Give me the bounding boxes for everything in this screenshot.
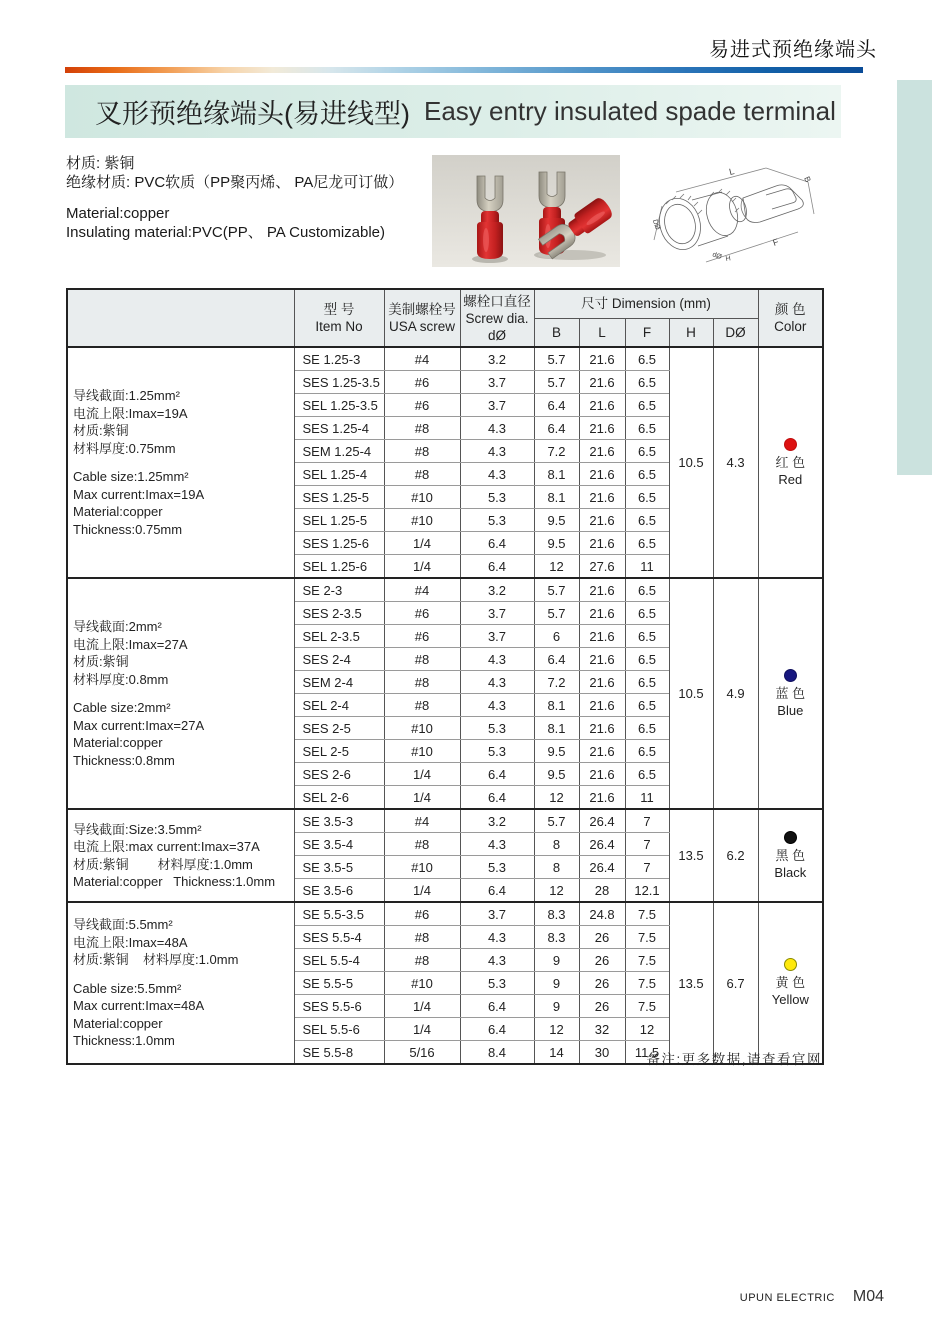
cell-dim-f: 6.5 [625, 371, 669, 394]
cell-dim-l: 28 [579, 879, 625, 903]
cell-item-no: SE 1.25-3 [294, 347, 384, 371]
cell-item-no: SEL 1.25-3.5 [294, 394, 384, 417]
cell-dim-l: 21.6 [579, 486, 625, 509]
cell-usa-screw: 1/4 [384, 555, 460, 579]
cell-dim-f: 6.5 [625, 463, 669, 486]
cell-dim-l: 21.6 [579, 740, 625, 763]
side-tab-strip [897, 80, 932, 475]
cell-item-no: SES 5.5-6 [294, 995, 384, 1018]
cell-dim-l: 21.6 [579, 371, 625, 394]
cell-dim-f: 6.5 [625, 763, 669, 786]
cell-dim-f: 6.5 [625, 717, 669, 740]
col-header-dim-l: L [579, 318, 625, 347]
cell-dim-f: 6.5 [625, 486, 669, 509]
cell-usa-screw: #6 [384, 902, 460, 926]
cell-dim-l: 21.6 [579, 509, 625, 532]
cell-dim-f: 6.5 [625, 578, 669, 602]
cell-screw-dia: 4.3 [460, 694, 534, 717]
cell-usa-screw: #8 [384, 694, 460, 717]
table-row [67, 902, 823, 926]
spec-line: 材质:紫铜 材料厚度:1.0mm [73, 952, 239, 968]
spec-table-body [67, 347, 823, 1064]
cell-usa-screw: #8 [384, 833, 460, 856]
color-name-cn: 蓝 色 [775, 685, 806, 701]
cell-item-no: SE 5.5-5 [294, 972, 384, 995]
cell-usa-screw: 1/4 [384, 1018, 460, 1041]
cell-color-merged [758, 809, 823, 902]
cell-item-no: SE 3.5-4 [294, 833, 384, 856]
col-header-dim-b: B [534, 318, 579, 347]
cell-screw-dia: 3.2 [460, 809, 534, 833]
cell-item-no: SES 1.25-6 [294, 532, 384, 555]
cell-dim-f: 7 [625, 833, 669, 856]
cell-screw-dia: 3.2 [460, 578, 534, 602]
cell-item-no: SE 3.5-6 [294, 879, 384, 903]
cell-item-no: SEM 1.25-4 [294, 440, 384, 463]
cell-item-no: SEL 2-3.5 [294, 625, 384, 648]
cell-item-no: SES 2-5 [294, 717, 384, 740]
cell-item-no: SEL 1.25-4 [294, 463, 384, 486]
cell-dim-f: 6.5 [625, 740, 669, 763]
cell-item-no: SEL 2-6 [294, 786, 384, 810]
cell-dim-f: 12 [625, 1018, 669, 1041]
spec-line: 导线截面:5.5mm² [73, 917, 173, 933]
cell-dim-b: 8.1 [534, 694, 579, 717]
color-name-en: Red [778, 471, 803, 487]
cell-dim-b: 5.7 [534, 809, 579, 833]
color-swatch-dot [784, 831, 797, 844]
cell-item-no: SES 2-3.5 [294, 602, 384, 625]
cell-screw-dia: 4.3 [460, 463, 534, 486]
cell-screw-dia: 4.3 [460, 833, 534, 856]
col-header-screw-dia-sym: dØ [487, 327, 506, 343]
cell-dim-f: 6.5 [625, 347, 669, 371]
dim-label-DO: DØ [650, 218, 661, 231]
footer-company-name: UPUN ELECTRIC [739, 1292, 835, 1304]
cell-usa-screw: 1/4 [384, 763, 460, 786]
cell-item-no: SES 2-4 [294, 648, 384, 671]
cell-usa-screw: #10 [384, 717, 460, 740]
material-line: Insulating material:PVC(PP、 PA Customizable) [66, 224, 386, 241]
cell-dim-l: 21.6 [579, 717, 625, 740]
spec-line: Material:copper Thickness:1.0mm [73, 874, 276, 889]
cell-screw-dia: 3.2 [460, 347, 534, 371]
material-line: 绝缘材质: PVC软质（PP聚丙烯、 PA尼龙可订做） [66, 174, 404, 191]
cell-dim-l: 21.6 [579, 671, 625, 694]
cell-dim-b: 8 [534, 833, 579, 856]
spec-line: Material:copper [73, 735, 163, 750]
cell-screw-dia: 5.3 [460, 717, 534, 740]
cell-dim-b: 9 [534, 949, 579, 972]
spec-line: Thickness:0.75mm [73, 521, 183, 537]
product-photo [432, 155, 620, 267]
spec-line: Max current:Imax=27A [73, 717, 205, 733]
col-header-screw-dia-en: Screw dia. [465, 310, 529, 326]
cell-dim-do-merged: 6.2 [713, 809, 758, 902]
spec-line [73, 457, 294, 468]
cell-dim-b: 8 [534, 856, 579, 879]
cell-dim-b: 7.2 [534, 440, 579, 463]
cell-dim-l: 21.6 [579, 602, 625, 625]
cell-dim-b: 8.3 [534, 902, 579, 926]
cell-dim-b: 9.5 [534, 532, 579, 555]
cell-item-no: SES 1.25-5 [294, 486, 384, 509]
cell-usa-screw: 5/16 [384, 1041, 460, 1065]
cell-dim-b: 6.4 [534, 648, 579, 671]
cell-usa-screw: #10 [384, 856, 460, 879]
cell-usa-screw: #6 [384, 394, 460, 417]
cell-dim-l: 21.6 [579, 625, 625, 648]
cell-dim-f: 6.5 [625, 532, 669, 555]
spec-line [73, 688, 294, 699]
page-title-cn: 叉形预绝缘端头(易进线型) [95, 99, 410, 129]
cell-dim-f: 7.5 [625, 949, 669, 972]
cell-screw-dia: 3.7 [460, 394, 534, 417]
cell-color-merged [758, 902, 823, 1064]
cell-screw-dia: 6.4 [460, 763, 534, 786]
cell-dim-f: 6.5 [625, 602, 669, 625]
cell-usa-screw: #8 [384, 417, 460, 440]
cell-dim-b: 12 [534, 879, 579, 903]
cell-usa-screw: #6 [384, 625, 460, 648]
color-swatch-dot [784, 958, 797, 971]
cell-dim-l: 21.6 [579, 347, 625, 371]
cell-screw-dia: 5.3 [460, 972, 534, 995]
spec-line: Max current:Imax=48A [73, 998, 205, 1014]
cell-screw-dia: 5.3 [460, 856, 534, 879]
spec-line: 材料厚度:0.75mm [73, 440, 176, 456]
color-name-cn: 黑 色 [775, 847, 806, 863]
cell-item-no: SE 3.5-5 [294, 856, 384, 879]
cell-screw-dia: 3.7 [460, 602, 534, 625]
cell-usa-screw: #8 [384, 949, 460, 972]
spec-line: Thickness:1.0mm [73, 1033, 175, 1049]
cell-screw-dia: 6.4 [460, 555, 534, 579]
cell-item-no: SEL 5.5-4 [294, 949, 384, 972]
cell-dim-b: 12 [534, 555, 579, 579]
col-header-color-cn: 颜 色 [774, 302, 806, 317]
cell-dim-l: 26 [579, 995, 625, 1018]
cell-dim-l: 21.6 [579, 648, 625, 671]
spec-line: 导线截面:2mm² [73, 619, 162, 634]
cell-usa-screw: #8 [384, 463, 460, 486]
cell-item-no: SE 5.5-3.5 [294, 902, 384, 926]
cell-dim-do-merged: 4.9 [713, 578, 758, 809]
col-header-color-en: Color [774, 319, 807, 334]
col-header-dim-f: F [625, 318, 669, 347]
color-name-cn: 红 色 [775, 454, 806, 470]
cell-screw-dia: 6.4 [460, 786, 534, 810]
cell-screw-dia: 5.3 [460, 486, 534, 509]
cell-dim-f: 7.5 [625, 972, 669, 995]
cell-dim-b: 14 [534, 1041, 579, 1065]
cell-item-no: SE 3.5-3 [294, 809, 384, 833]
cell-color-merged [758, 347, 823, 578]
spec-line: 电流上限:Imax=19A [73, 405, 188, 421]
color-name-cn: 黄 色 [775, 975, 806, 990]
cell-usa-screw: #8 [384, 671, 460, 694]
cell-item-no: SEL 2-4 [294, 694, 384, 717]
cell-dim-l: 21.6 [579, 394, 625, 417]
spec-line: 材质:紫铜 [73, 654, 129, 669]
col-header-specs-empty [67, 289, 294, 347]
cell-dim-l: 21.6 [579, 694, 625, 717]
color-swatch-dot [784, 669, 797, 682]
cell-dim-b: 6.4 [534, 417, 579, 440]
color-name-en: Black [774, 864, 807, 880]
cell-dim-l: 32 [579, 1018, 625, 1041]
spec-line: 材料厚度:0.8mm [73, 671, 169, 687]
cell-item-no: SEL 2-5 [294, 740, 384, 763]
col-header-item-no-en: Item No [315, 319, 363, 334]
col-header-dim-do: DØ [713, 318, 758, 347]
cell-usa-screw: #4 [384, 578, 460, 602]
cell-dim-f: 7 [625, 856, 669, 879]
cell-dim-b: 7.2 [534, 671, 579, 694]
cell-dim-b: 9 [534, 972, 579, 995]
cell-usa-screw: #8 [384, 926, 460, 949]
cell-dim-b: 8.1 [534, 717, 579, 740]
spec-line: Material:copper [73, 504, 163, 519]
cell-dim-b: 9.5 [534, 763, 579, 786]
cell-dim-f: 11.5 [625, 1041, 669, 1065]
cell-dim-do-merged: 4.3 [713, 347, 758, 578]
cell-dim-h-merged: 10.5 [669, 347, 713, 578]
technical-drawing [648, 162, 816, 265]
dim-label-B: B [802, 175, 813, 184]
col-header-usa-screw-cn: 美制螺栓号 [388, 302, 456, 317]
cell-dim-b: 12 [534, 1018, 579, 1041]
cell-dim-f: 7 [625, 809, 669, 833]
table-row [67, 578, 823, 602]
cell-dim-l: 21.6 [579, 440, 625, 463]
cell-dim-l: 21.6 [579, 786, 625, 810]
cell-usa-screw: #6 [384, 602, 460, 625]
dim-label-F: F [771, 236, 780, 248]
color-swatch-dot [784, 438, 797, 451]
table-footnote: 备注:更多数据,请查看官网 [646, 1052, 822, 1067]
cell-screw-dia: 8.4 [460, 1041, 534, 1065]
cell-dim-f: 6.5 [625, 625, 669, 648]
cell-screw-dia: 4.3 [460, 417, 534, 440]
cell-item-no: SES 1.25-4 [294, 417, 384, 440]
cell-dim-l: 26 [579, 949, 625, 972]
cell-usa-screw: #10 [384, 486, 460, 509]
page-title-en: Easy entry insulated spade terminal [423, 96, 836, 126]
spec-line: Material:copper [73, 1015, 163, 1031]
col-header-color [758, 289, 823, 347]
cell-screw-dia: 6.4 [460, 995, 534, 1018]
cell-screw-dia: 5.3 [460, 509, 534, 532]
cell-dim-f: 12.1 [625, 879, 669, 903]
cell-usa-screw: #10 [384, 740, 460, 763]
materials-block [66, 154, 403, 242]
col-header-item-no-cn: 型 号 [323, 302, 355, 317]
cell-usa-screw: #4 [384, 347, 460, 371]
cell-usa-screw: 1/4 [384, 995, 460, 1018]
cell-item-no: SES 1.25-3.5 [294, 371, 384, 394]
cell-dim-h-merged: 10.5 [669, 578, 713, 809]
spec-line: Cable size:1.25mm² [73, 469, 189, 484]
dim-label-L: L [728, 166, 736, 177]
spec-line: Cable size:2mm² [73, 700, 171, 715]
cell-item-no: SE 2-3 [294, 578, 384, 602]
cell-usa-screw: 1/4 [384, 879, 460, 903]
cell-dim-l: 30 [579, 1041, 625, 1065]
cell-dim-l: 26 [579, 972, 625, 995]
cell-dim-b: 5.7 [534, 602, 579, 625]
cell-screw-dia: 4.3 [460, 440, 534, 463]
cell-dim-l: 24.8 [579, 902, 625, 926]
col-header-item-no [294, 289, 384, 347]
cell-usa-screw: #8 [384, 648, 460, 671]
cell-dim-f: 6.5 [625, 509, 669, 532]
page-header-series-title: 易进式预绝缘端头 [709, 39, 877, 61]
cell-color-merged [758, 578, 823, 809]
page-title-bar [65, 85, 841, 138]
cell-dim-b: 9 [534, 995, 579, 1018]
cell-screw-dia: 3.7 [460, 902, 534, 926]
table-row [67, 809, 823, 833]
spec-line: 电流上限:max current:Imax=37A [73, 839, 260, 854]
material-line: 材质: 紫铜 [66, 155, 135, 172]
cell-usa-screw: #4 [384, 809, 460, 833]
cell-usa-screw: #8 [384, 440, 460, 463]
cell-dim-b: 6.4 [534, 394, 579, 417]
cell-dim-b: 8.1 [534, 463, 579, 486]
cell-dim-l: 27.6 [579, 555, 625, 579]
spec-line [73, 969, 294, 980]
cell-dim-f: 6.5 [625, 440, 669, 463]
cell-dim-f: 7.5 [625, 926, 669, 949]
footer-page-number: M04 [852, 1288, 884, 1305]
cell-dim-b: 6 [534, 625, 579, 648]
cell-dim-l: 26.4 [579, 809, 625, 833]
dim-label-H: H [725, 255, 732, 263]
cell-screw-dia: 4.3 [460, 671, 534, 694]
cell-usa-screw: 1/4 [384, 532, 460, 555]
cell-screw-dia: 3.7 [460, 371, 534, 394]
cell-dim-b: 9.5 [534, 509, 579, 532]
cell-dim-l: 26.4 [579, 833, 625, 856]
cell-dim-f: 6.5 [625, 394, 669, 417]
cell-screw-dia: 5.3 [460, 740, 534, 763]
col-header-dimension-group: 尺寸 Dimension (mm) [534, 289, 758, 318]
cell-usa-screw: 1/4 [384, 786, 460, 810]
spec-line: 电流上限:Imax=48A [73, 934, 188, 950]
cell-dim-b: 8.1 [534, 486, 579, 509]
spec-table [66, 288, 824, 1065]
cell-dim-l: 21.6 [579, 463, 625, 486]
cell-dim-b: 12 [534, 786, 579, 810]
page-footer [740, 1288, 884, 1306]
spec-line: 导线截面:Size:3.5mm² [73, 821, 202, 837]
group-spec-cell [67, 347, 294, 578]
cell-dim-b: 9.5 [534, 740, 579, 763]
cell-dim-l: 21.6 [579, 578, 625, 602]
cell-dim-f: 6.5 [625, 694, 669, 717]
cell-dim-f: 7.5 [625, 995, 669, 1018]
cell-dim-f: 11 [625, 786, 669, 810]
cell-dim-f: 7.5 [625, 902, 669, 926]
cell-dim-f: 6.5 [625, 417, 669, 440]
cell-dim-f: 11 [625, 555, 669, 579]
col-header-screw-dia [460, 289, 534, 347]
cell-dim-b: 5.7 [534, 371, 579, 394]
group-spec-cell [67, 578, 294, 809]
cell-screw-dia: 4.3 [460, 926, 534, 949]
cell-item-no: SEM 2-4 [294, 671, 384, 694]
color-name-en: Yellow [771, 992, 809, 1007]
spec-line: Thickness:0.8mm [73, 752, 175, 768]
cell-dim-l: 21.6 [579, 417, 625, 440]
header-gradient-divider [65, 67, 863, 73]
cell-screw-dia: 4.3 [460, 949, 534, 972]
cell-item-no: SE 5.5-8 [294, 1041, 384, 1065]
cell-usa-screw: #10 [384, 972, 460, 995]
cell-dim-l: 21.6 [579, 763, 625, 786]
group-spec-cell [67, 902, 294, 1064]
cell-item-no: SES 2-6 [294, 763, 384, 786]
cell-dim-h-merged: 13.5 [669, 809, 713, 902]
cell-dim-l: 26.4 [579, 856, 625, 879]
cell-screw-dia: 6.4 [460, 879, 534, 903]
color-name-en: Blue [777, 702, 804, 718]
cell-dim-l: 21.6 [579, 532, 625, 555]
cell-screw-dia: 4.3 [460, 648, 534, 671]
col-header-usa-screw [384, 289, 460, 347]
cell-dim-b: 5.7 [534, 347, 579, 371]
cell-item-no: SEL 1.25-5 [294, 509, 384, 532]
cell-dim-f: 6.5 [625, 648, 669, 671]
cell-screw-dia: 6.4 [460, 532, 534, 555]
cell-dim-b: 5.7 [534, 578, 579, 602]
col-header-dim-h: H [669, 318, 713, 347]
cell-screw-dia: 3.7 [460, 625, 534, 648]
cell-item-no: SES 5.5-4 [294, 926, 384, 949]
cell-dim-do-merged: 6.7 [713, 902, 758, 1064]
spec-line: Cable size:5.5mm² [73, 980, 182, 996]
dim-label-dO: dØ [711, 251, 723, 262]
spec-line: 材质:紫铜 [73, 423, 129, 438]
table-row [67, 347, 823, 371]
col-header-screw-dia-cn: 螺栓口直径 [463, 293, 531, 309]
material-line-spacer [66, 192, 403, 204]
cell-dim-l: 26 [579, 926, 625, 949]
cell-item-no: SEL 1.25-6 [294, 555, 384, 579]
cell-dim-f: 6.5 [625, 671, 669, 694]
group-spec-cell [67, 809, 294, 902]
material-line: Material:copper [66, 205, 170, 222]
cell-item-no: SEL 5.5-6 [294, 1018, 384, 1041]
cell-dim-h-merged: 13.5 [669, 902, 713, 1064]
col-header-usa-screw-en: USA screw [388, 319, 456, 334]
spec-line: 导线截面:1.25mm² [73, 388, 180, 403]
cell-usa-screw: #6 [384, 371, 460, 394]
spec-line: 电流上限:Imax=27A [73, 636, 188, 652]
spec-line: Max current:Imax=19A [73, 486, 205, 502]
spec-line: 材质:紫铜 材料厚度:1.0mm [73, 856, 253, 872]
cell-usa-screw: #10 [384, 509, 460, 532]
cell-screw-dia: 6.4 [460, 1018, 534, 1041]
cell-dim-b: 8.3 [534, 926, 579, 949]
